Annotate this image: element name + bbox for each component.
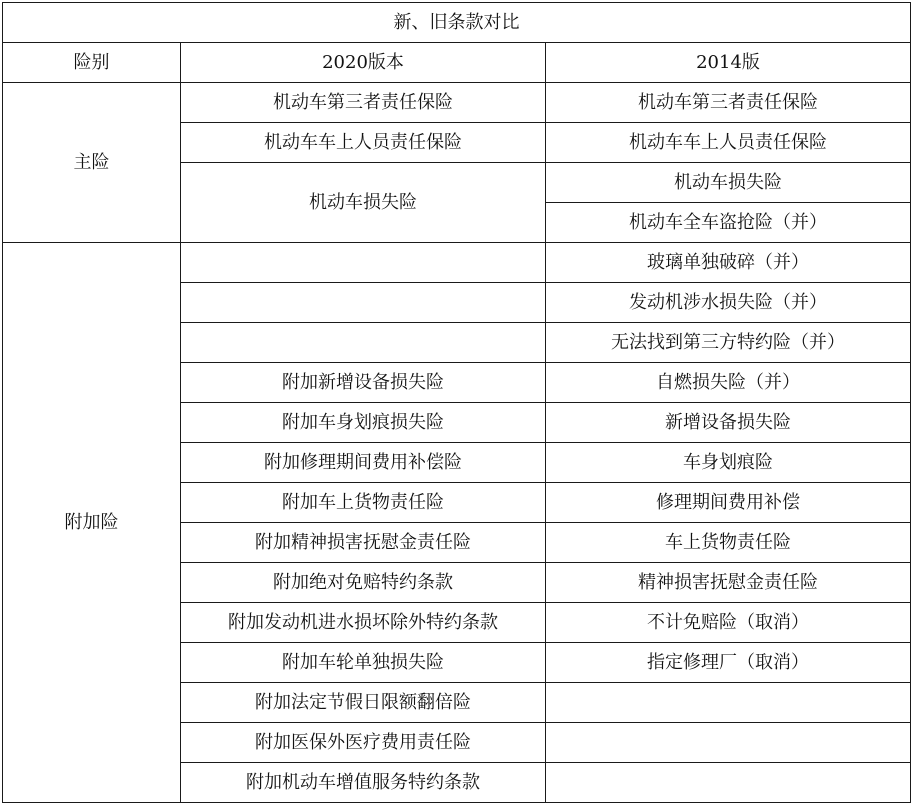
addon-2020-cell <box>181 323 546 363</box>
addon-2014-cell <box>546 683 911 723</box>
addon-2020-cell: 附加车上货物责任险 <box>181 483 546 523</box>
addon-2014-cell: 车身划痕险 <box>546 443 911 483</box>
addon-2014-cell: 车上货物责任险 <box>546 523 911 563</box>
addon-2014-cell: 不计免赔险（取消） <box>546 603 911 643</box>
addon-2020-cell: 附加医保外医疗费用责任险 <box>181 723 546 763</box>
addon-2014-cell: 发动机涉水损失险（并） <box>546 283 911 323</box>
main-2020-cell: 机动车车上人员责任保险 <box>181 123 546 163</box>
main-2014-cell: 机动车全车盗抢险（并） <box>546 203 911 243</box>
addon-2014-cell: 修理期间费用补偿 <box>546 483 911 523</box>
comparison-table <box>2 2 911 803</box>
addon-2020-cell: 附加发动机进水损坏除外特约条款 <box>181 603 546 643</box>
addon-2014-cell: 玻璃单独破碎（并） <box>546 243 911 283</box>
addon-2020-cell: 附加法定节假日限额翻倍险 <box>181 683 546 723</box>
addon-2020-cell: 附加车轮单独损失险 <box>181 643 546 683</box>
addon-2014-cell: 无法找到第三方特约险（并） <box>546 323 911 363</box>
addon-2020-cell <box>181 243 546 283</box>
header-category: 险别 <box>3 43 181 83</box>
addon-2020-cell: 附加精神损害抚慰金责任险 <box>181 523 546 563</box>
main-2020-cell: 机动车损失险 <box>181 163 546 243</box>
addon-2020-cell: 附加新增设备损失险 <box>181 363 546 403</box>
addon-2014-cell <box>546 723 911 763</box>
table-title: 新、旧条款对比 <box>3 3 911 43</box>
addon-row <box>3 243 911 283</box>
addon-2020-cell <box>181 283 546 323</box>
addon-2014-cell: 新增设备损失险 <box>546 403 911 443</box>
addon-2020-cell: 附加机动车增值服务特约条款 <box>181 763 546 803</box>
addon-2020-cell: 附加车身划痕损失险 <box>181 403 546 443</box>
category-addon: 附加险 <box>3 243 181 803</box>
header-2020: 2020版本 <box>181 43 546 83</box>
main-2014-cell: 机动车车上人员责任保险 <box>546 123 911 163</box>
table-body <box>3 3 911 803</box>
addon-2014-cell: 指定修理厂（取消） <box>546 643 911 683</box>
header-row <box>3 43 911 83</box>
main-2014-cell: 机动车损失险 <box>546 163 911 203</box>
main-2020-cell: 机动车第三者责任保险 <box>181 83 546 123</box>
main-row <box>3 83 911 123</box>
addon-2020-cell: 附加修理期间费用补偿险 <box>181 443 546 483</box>
title-row <box>3 3 911 43</box>
addon-2014-cell <box>546 763 911 803</box>
addon-2020-cell: 附加绝对免赔特约条款 <box>181 563 546 603</box>
header-2014: 2014版 <box>546 43 911 83</box>
category-main: 主险 <box>3 83 181 243</box>
main-2014-cell: 机动车第三者责任保险 <box>546 83 911 123</box>
addon-2014-cell: 自燃损失险（并） <box>546 363 911 403</box>
addon-2014-cell: 精神损害抚慰金责任险 <box>546 563 911 603</box>
